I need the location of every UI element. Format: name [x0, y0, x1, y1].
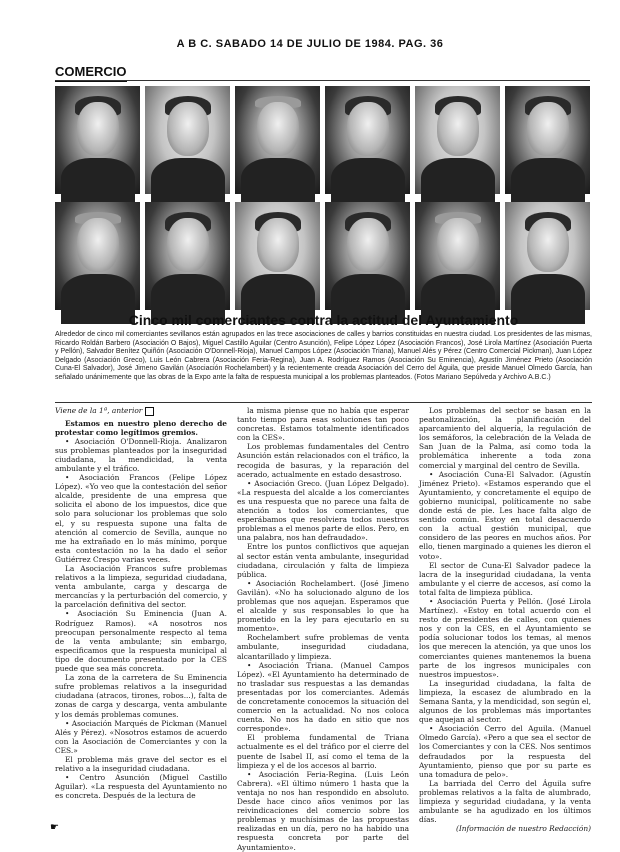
caption-rule: [55, 402, 592, 403]
portrait-photo: [235, 202, 320, 310]
paragraph: • Asociación Rochelambert. (José Jimeno Gavilán). «No ha solucionado alguno de los problemas que nos aquejan. Esperamos que el alcalde y sus responsables lo que ha prometido en la ley para ejecutarlo en su momento».: [237, 578, 409, 634]
page-header: A B C. SABADO 14 DE JULIO DE 1984. PAG. 36: [176, 38, 444, 50]
article-title: Cinco mil comerciantes contra la actitud del Ayuntamiento: [128, 312, 519, 328]
paragraph: El problema más grave del sector es el relativo a la inseguridad ciudadana.: [55, 754, 227, 774]
column-2: [237, 406, 409, 852]
paragraph: Rochelambert sufre problemas de venta ambulante, inseguridad ciudadana, alcantarillado y limpieza.: [237, 633, 409, 661]
portrait-photo: [325, 86, 410, 194]
paragraph: Los problemas fundamentales del Centro Asunción están relacionados con el tráfico, la recogida de basuras, y la reparación del acerado, actualmente en estado desastroso.: [237, 442, 409, 479]
paragraph: • Asociación Triana. (Manuel Campos López). «El Ayuntamiento ha determinado de no trasladar sus respuestas a las demandas presentadas por los comerciantes. Además de concretamente conocemos la situación del comercio en la actualidad. No nos coloca cuenta. No nos ha dado en sitio que nos corresponde».: [237, 660, 409, 734]
paragraph: • Asociación Cuna-El Salvador. (Agustín Jiménez Prieto). «Estamos esperando que el Ayuntamiento, y concretamente el equipo de gobierno municipal, políticamente no sabe donde está de pie. Les hace falta algo de sentido común. Estoy en total desacuerdo con la actual gestión municipal, que considero de las peores en muchos años. Por ello, tienen marginado a quienes les dieron el voto».: [419, 469, 591, 561]
paragraph: • Asociación Greco. (Juan López Delgado). «La respuesta del alcalde a los comerciantes es una respuesta que no parece una falta de atención a todos los comerciantes, que esperábamos que resolviera todos nuestros problemas a el menos parte de ellos. Pero, en una palabra, nos han defraudado».: [237, 478, 409, 543]
paragraph: La Asociación Francos sufre problemas relativos a la limpieza, seguridad ciudadana, venta ambulante, carga y descarga de mercancías y la perturbación del comercio, y la parcelación definitiva del sector.: [55, 564, 227, 610]
paragraph: • Asociación Feria-Regina. (Luis León Cabrera). «El último número 1 hasta que la ventaja no nos han respondido en absoluto. Desde hace cinco años venimos por las reivindicaciones del comercio sobre los problemas y muchísimas de las propuestas realizadas en un día, pero no ha habido una respuesta concreta por parte del Ayuntamiento».: [237, 769, 409, 852]
portrait-photo: [415, 202, 500, 310]
portrait-photo: [235, 86, 320, 194]
paragraph: El sector de Cuna-El Salvador padece la lacra de la inseguridad ciudadana, la venta ambulante y el cierre de accesos, así como la total falta de limpieza pública.: [419, 560, 591, 597]
paragraph: La zona de la carretera de Su Eminencia sufre problemas relativos a la inseguridad ciudadana (atracos, tirones, robos...), falta de zonas de carga y descarga, venta ambulante y los demás problemas comunes.: [55, 673, 227, 719]
section-label: COMERCIO: [55, 64, 127, 82]
top-rule: [55, 80, 590, 81]
portrait-photo: [145, 202, 230, 310]
byline: Viene de la 1ª, anterior: [55, 406, 227, 416]
paragraph: La inseguridad ciudadana, la falta de limpieza, la escasez de alumbrado en la Semana Santa, y la mendicidad, son según el, algunos de los problemas más importantes que aquejan al sector.: [419, 678, 591, 725]
paragraph: • Asociación Marqués de Pickman (Manuel Alés y Pérez). «Nosotros estamos de acuerdo con la Asociación de Comerciantes y con la CES.»: [55, 718, 227, 755]
paragraph: • Asociación Francos (Felipe López López). «Yo veo que la contestación del señor alcalde, presidente de una empresa que solicita el abono de los impuestos, dice que solo para solucionar los problemas que solo el, y su respuesta supone una falta de atención al comercio de Sevilla, aunque no me ha extrañado en lo más mínimo, porque esta contestación no la ha dado el señor Gutiérrez Crespo varias veces.: [55, 473, 227, 564]
portrait-grid: [55, 86, 592, 310]
paragraph: • Centro Asunción (Miguel Castillo Aguilar). «La respuesta del Ayuntamiento no es concreta. Después de la lectura de: [55, 773, 227, 801]
box-icon: [145, 407, 154, 416]
column-3: [419, 406, 591, 852]
portrait-photo: [325, 202, 410, 310]
photo-caption: Alrededor de cinco mil comerciantes sevillanos están agrupados en las trece asociaciones de calles y barrios constituidas en nuestra ciudad. Los presidentes de las mismas, Ricardo Roldán Barbero (Asociación O Bajos), Miguel Castillo Aguilar (Centro Asunción), Felipe López López (Asociación Francos), José Lirola Martínez (Asociación Puerta y Pellón), Salvador Benítez Quiñón (Asociación O'Donnell-Rioja), Manuel Campos López (Asociación Triana), Manuel Alés y Pérez (Centro Comercial Pickman), Juan López Delgado (Asociación Greco), Luis León Cabrera (Asociación Feria-Regina), Juan A. Rodríguez Ramos (Asociación Su Eminencia), Agustín Jiménez Prieto (Asociación Cuna-El Salvador), José Jimeno Gavilán (Asociación Rochelambert) y la recientemente creada Asociación del Cerro del Águila, que preside Manuel Olmedo García, han señalado unánimemente que las obras de la Expo ante la falta de respuesta municipal a los problemas planteados. (Fotos Mariano Sepúlveda y Archivo A.B.C.): [55, 331, 592, 381]
hand-pointer-icon: ☛: [50, 822, 59, 833]
signature: (Información de nuestro Redacción): [455, 824, 591, 834]
paragraph: Los problemas del sector se basan en la peatonalización, la planificación del aparcamiento del alquería, la regulación de los semáforos, la celebración de la Velada de San Juan de la Palma, así como toda la problemática inherente a toda zona comercial y marginal del centro de Sevilla.: [419, 406, 591, 470]
paragraph: La barriada del Cerro del Águila sufre problemas relativos a la falta de alumbrado, limpieza y seguridad ciudadana, y la venta ambulante se ha agudizado en los últimos días.: [419, 778, 591, 825]
paragraph: • Asociación O'Donnell-Rioja. Analizaron sus problemas planteados por la inseguridad ciudadana, la mendicidad, la venta ambulante y el tráfico.: [55, 436, 227, 473]
paragraph: • Asociación Cerro del Aguila. (Manuel Olmedo García). «Pero a que sea el sector de los Comerciantes y con la CES. Nos sentimos defraudados por la respuesta del Ayuntamiento, pienso que por su parte es una tomadura de pelo».: [419, 724, 591, 779]
portrait-photo: [55, 202, 140, 310]
article-body: [55, 406, 592, 852]
paragraph: la misma piense que no había que esperar tanto tiempo para esas soluciones tan poco concretas. Estamos totalmente identificados con la CES».: [237, 406, 409, 443]
paragraph: • Asociación Puerta y Pellón. (José Lirola Martínez). «Estoy en total acuerdo con el resto de presidentes de calles, con quienes nos y con la CES, en el Ayuntamiento se podía solucionar todos los temas, al menos los que merecen la atención, ya que unos los comerciantes quienes mantenemos la buena parte de los ingresos municipales con nuestros impuestos».: [419, 596, 591, 679]
paragraph: • Asociación Su Eminencia (Juan A. Rodríguez Ramos). «A nosotros nos preocupan personalmente respecto al tema de la venta ambulante; sin embargo, especificamos que la respuesta municipal al tipo de documento presentado por la CES puede que sea más concreta.: [55, 609, 227, 674]
portrait-photo: [505, 202, 590, 310]
column-1: [55, 406, 227, 852]
portrait-photo: [505, 86, 590, 194]
paragraph: Estamos en nuestro pleno derecho de protestar como legítimos gremios.: [55, 418, 227, 437]
paragraph: Entre los puntos conflictivos que aquejan al sector están venta ambulante, inseguridad ciudadana, circulación y falta de limpieza pública.: [237, 542, 409, 579]
portrait-photo: [145, 86, 230, 194]
paragraph: El problema fundamental de Triana actualmente es el del tráfico por el cierre del puente de Isabel II, así como el tema de la limpieza y el de los accesos al barrio.: [237, 733, 409, 770]
portrait-photo: [55, 86, 140, 194]
portrait-photo: [415, 86, 500, 194]
